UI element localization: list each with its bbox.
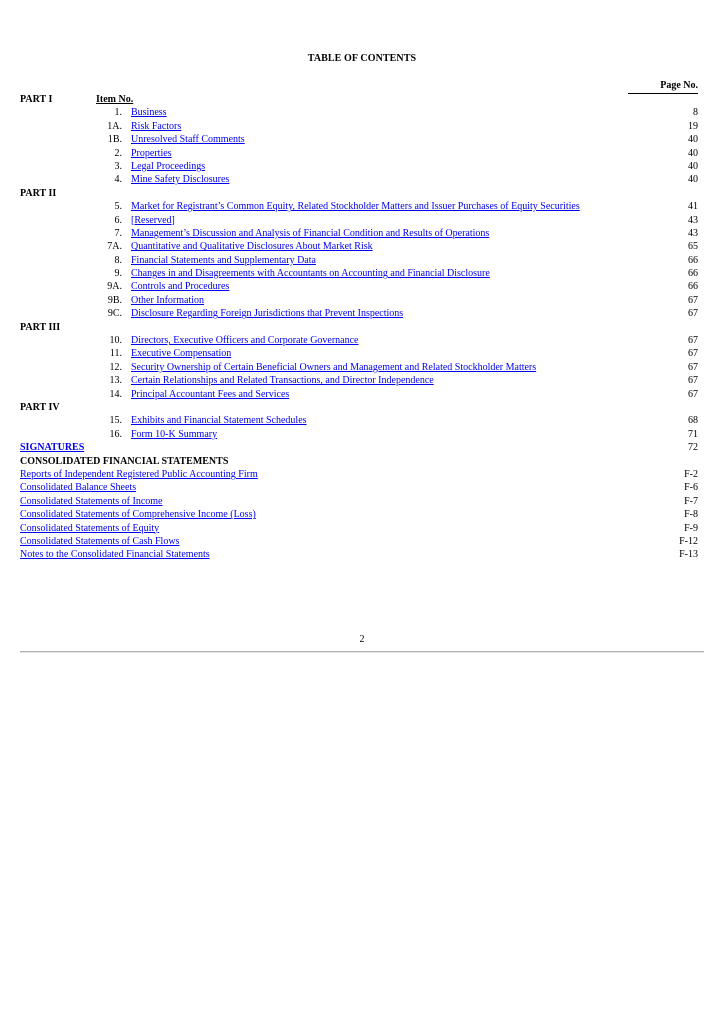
page-number: 67 — [688, 361, 698, 373]
item-number: 10. — [109, 335, 122, 347]
toc-item-row — [20, 214, 698, 227]
page-number: F-2 — [684, 468, 698, 480]
toc-item-row — [20, 173, 698, 186]
toc-item-row — [20, 280, 698, 293]
toc-item-row — [20, 133, 698, 146]
toc-link-security-ownership[interactable]: Security Ownership of Certain Beneficial Owners and Management and Related Stockholder Matters — [131, 361, 537, 373]
toc-item-row — [20, 147, 698, 160]
toc-link-comprehensive-income[interactable]: Consolidated Statements of Comprehensive Income (Loss) — [20, 509, 256, 521]
page-number: 65 — [688, 241, 698, 253]
page-number: 40 — [688, 147, 698, 159]
page-number: F-7 — [684, 495, 698, 507]
part-heading-row — [20, 187, 698, 200]
page-number: 66 — [688, 268, 698, 280]
item-number: 11. — [109, 348, 122, 360]
page-number: 67 — [688, 335, 698, 347]
item-number: 9B. — [107, 294, 122, 306]
toc-link-mdna[interactable]: Management’s Discussion and Analysis of Financial Condition and Results of Operations — [131, 227, 490, 239]
toc-item-row — [20, 414, 698, 427]
toc-item-row — [20, 160, 698, 173]
part-heading-row — [20, 93, 698, 106]
page-number: 40 — [688, 174, 698, 186]
page-number: 67 — [688, 308, 698, 320]
toc-link-accountant-fees[interactable]: Principal Accountant Fees and Services — [131, 388, 290, 400]
page-number: F-9 — [684, 522, 698, 534]
toc-link-legal-proceedings[interactable]: Legal Proceedings — [131, 160, 206, 172]
toc-link-foreign-jurisdictions[interactable]: Disclosure Regarding Foreign Jurisdictions that Prevent Inspections — [131, 308, 404, 320]
page-number: 19 — [688, 120, 698, 132]
toc-link-cash-flows[interactable]: Consolidated Statements of Cash Flows — [20, 535, 180, 547]
item-number: 8. — [114, 254, 122, 266]
toc-link-related-transactions[interactable]: Certain Relationships and Related Transactions, and Director Independence — [131, 375, 434, 387]
item-no-column-header: Item No. — [96, 94, 134, 105]
toc-link-exhibits[interactable]: Exhibits and Financial Statement Schedules — [131, 415, 307, 427]
page-number: 67 — [688, 375, 698, 387]
toc-item-row — [20, 535, 698, 548]
page-number: 67 — [688, 388, 698, 400]
page-number: F-8 — [684, 509, 698, 521]
toc-link-market-for-common-equity[interactable]: Market for Registrant’s Common Equity, Related Stockholder Matters and Issuer Purchases of Equity Securities — [131, 201, 580, 213]
page-number: 8 — [693, 107, 698, 119]
table-of-contents — [20, 93, 698, 562]
toc-link-financial-statements-data[interactable]: Financial Statements and Supplementary Data — [131, 254, 316, 266]
item-number: 7. — [114, 227, 122, 239]
toc-item-row — [20, 495, 698, 508]
toc-item-row — [20, 361, 698, 374]
toc-item-row — [20, 227, 698, 240]
toc-item-row — [20, 374, 698, 387]
toc-link-signatures[interactable]: SIGNATURES — [20, 442, 85, 454]
page-no-column-header: Page No. — [628, 80, 698, 94]
item-number: 14. — [109, 388, 122, 400]
part-heading-row — [20, 321, 698, 334]
page-number: 68 — [688, 415, 698, 427]
page-number: F-13 — [679, 549, 698, 561]
page-number: F-6 — [684, 482, 698, 494]
toc-link-other-information[interactable]: Other Information — [131, 294, 205, 306]
toc-link-unresolved-staff-comments[interactable]: Unresolved Staff Comments — [131, 134, 245, 146]
part-label: PART II — [20, 187, 57, 199]
toc-link-statements-of-income[interactable]: Consolidated Statements of Income — [20, 495, 163, 507]
toc-item-row — [20, 428, 698, 441]
item-number: 7A. — [107, 241, 122, 253]
toc-link-auditor-reports[interactable]: Reports of Independent Registered Public Accounting Firm — [20, 468, 258, 480]
section-heading-row — [20, 455, 698, 468]
page-divider — [20, 651, 704, 653]
toc-link-notes[interactable]: Notes to the Consolidated Financial Statements — [20, 549, 210, 561]
page-number: 43 — [688, 227, 698, 239]
toc-item-row — [20, 267, 698, 280]
toc-item-row — [20, 508, 698, 521]
toc-item-row — [20, 307, 698, 320]
toc-item-row — [20, 548, 698, 561]
toc-item-row — [20, 522, 698, 535]
item-number: 16. — [109, 428, 122, 440]
item-number: 1A. — [107, 120, 122, 132]
toc-link-market-risk[interactable]: Quantitative and Qualitative Disclosures About Market Risk — [131, 241, 373, 253]
page-title: TABLE OF CONTENTS — [307, 53, 417, 64]
toc-item-row — [20, 254, 698, 267]
item-number: 3. — [114, 160, 122, 172]
section-label: CONSOLIDATED FINANCIAL STATEMENTS — [20, 455, 229, 467]
item-number: 6. — [114, 214, 122, 226]
toc-item-row — [20, 334, 698, 347]
page-number: 71 — [688, 428, 698, 440]
item-number: 1. — [114, 107, 122, 119]
toc-link-business[interactable]: Business — [131, 107, 167, 119]
toc-link-reserved[interactable]: [Reserved] — [131, 214, 175, 226]
toc-link-mine-safety-disclosures[interactable]: Mine Safety Disclosures — [131, 174, 230, 186]
toc-link-risk-factors[interactable]: Risk Factors — [131, 120, 182, 132]
page-number: 72 — [688, 442, 698, 454]
item-number: 5. — [114, 201, 122, 213]
toc-item-row — [20, 240, 698, 253]
toc-link-form-10k-summary[interactable]: Form 10-K Summary — [131, 428, 218, 440]
footer-page-number: 2 — [359, 634, 365, 645]
page-number: 66 — [688, 281, 698, 293]
toc-item-row — [20, 120, 698, 133]
toc-item-row — [20, 481, 698, 494]
toc-link-balance-sheets[interactable]: Consolidated Balance Sheets — [20, 482, 137, 494]
toc-link-controls-and-procedures[interactable]: Controls and Procedures — [131, 281, 230, 293]
toc-item-row — [20, 468, 698, 481]
toc-link-statements-of-equity[interactable]: Consolidated Statements of Equity — [20, 522, 160, 534]
part-label: PART III — [20, 321, 61, 333]
toc-link-changes-with-accountants[interactable]: Changes in and Disagreements with Accountants on Accounting and Financial Disclosure — [131, 268, 490, 280]
toc-link-properties[interactable]: Properties — [131, 147, 172, 159]
item-number: 9A. — [107, 281, 122, 293]
part-label: PART I — [20, 94, 53, 105]
page-number: 67 — [688, 348, 698, 360]
item-number: 2. — [114, 147, 122, 159]
page-number: 40 — [688, 160, 698, 172]
item-number: 13. — [109, 375, 122, 387]
item-number: 1B. — [107, 134, 122, 146]
toc-item-row — [20, 347, 698, 360]
item-number: 9C. — [107, 308, 122, 320]
page-number: 41 — [688, 201, 698, 213]
toc-link-executive-compensation[interactable]: Executive Compensation — [131, 348, 232, 360]
page-number: 43 — [688, 214, 698, 226]
item-number: 9. — [114, 268, 122, 280]
part-label: PART IV — [20, 401, 60, 413]
toc-item-row — [20, 200, 698, 213]
signatures-row — [20, 441, 698, 454]
item-number: 12. — [109, 361, 122, 373]
page-number: 67 — [688, 294, 698, 306]
toc-item-row — [20, 106, 698, 119]
item-number: 4. — [114, 174, 122, 186]
part-heading-row — [20, 401, 698, 414]
toc-item-row — [20, 294, 698, 307]
item-number: 15. — [109, 415, 122, 427]
page-number: 40 — [688, 134, 698, 146]
page-number: 66 — [688, 254, 698, 266]
page-number: F-12 — [679, 535, 698, 547]
toc-link-directors-officers[interactable]: Directors, Executive Officers and Corporate Governance — [131, 335, 359, 347]
toc-item-row — [20, 388, 698, 401]
